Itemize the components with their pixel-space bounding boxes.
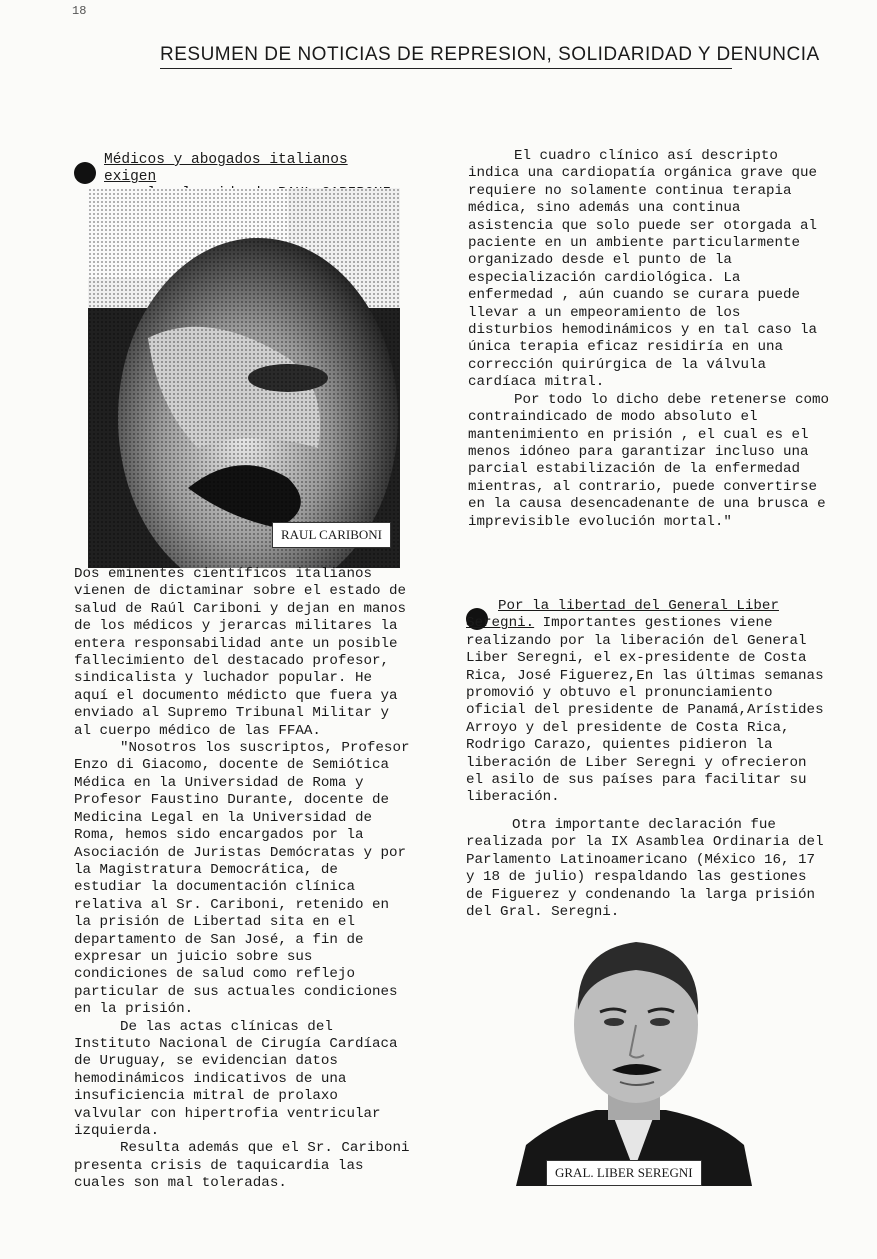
article2-headline-tail: Seregni. bbox=[466, 615, 535, 632]
article1-body-left bbox=[74, 566, 414, 1193]
paragraph: Otra importante declaración fue realizada por la IX Asamblea Ordinaria del Parlamento Latinoamericano (México 16, 17 y 18 de julio) respaldando las gestiones de Figuerez y condenando la larga prisión del Gral. Seregni. bbox=[466, 816, 824, 920]
bullet-icon bbox=[74, 162, 96, 184]
seregni-photo bbox=[516, 930, 752, 1186]
article1-headline-line1: Médicos y abogados italianos exigen bbox=[104, 152, 348, 185]
paragraph: Dos eminentes científicos italianos vienen de dictaminar sobre el estado de salud de Raúl Cariboni y dejan en manos de los médicos y jerarcas militares la entera responsabilidad ante un posible fallecimiento del destacado profesor, sindicalista y luchador popular. He aquí el documento médicto que fuera ya enviado al Supremo Tribunal Militar y al cuerpo médico de las FFAA. bbox=[74, 566, 407, 739]
page-number: 18 bbox=[72, 4, 87, 18]
seregni-photo-image bbox=[516, 930, 752, 1186]
paragraph: Por todo lo dicho debe retenerse como contraindicado de modo absoluto el mantenimiento en prisión , el cual es el menos idóneo para garantizar incluso una parcial estabilización de la enfermedad mientras, al contrario, puede convertirse en la causa desencadenante de una brusca e imprevisible evolución mortal." bbox=[468, 391, 830, 530]
article1-body-right bbox=[468, 148, 830, 531]
paragraph: Importantes gestiones viene realizando por la liberación del General Liber Seregni, el ex-presidente de Costa Rica, José Figuerez,En las últimas semanas promovió y obtuvo el pronunciamiento oficial del presidente de Panamá,Arístides Arroyo y del presidente de Costa Rica, Rodrigo Carazo, quientes pidieron la liberación de Liber Seregni y ofrecieron el asilo de sus países para facilitar su liberación. bbox=[466, 615, 824, 806]
cariboni-photo-image bbox=[88, 188, 400, 568]
paragraph: El cuadro clínico así descripto indica una cardiopatía orgánica grave que requiere no solamente continua terapia médica, sino además una continua asistencia que solo puede ser otorgada al paciente en un ambiente particularmente organizado desde el punto de la especialización cardiológica. La enfermedad , aún cuando se curara puede llevar a un empeoramiento de los disturbios hemodinámicos y en tal caso la única terapia eficaz residiría en una corrección quirúrgica de la válvula cardíaca mitral. bbox=[468, 148, 818, 391]
page-title: RESUMEN DE NOTICIAS DE REPRESION, SOLIDARIDAD Y DENUNCIA bbox=[160, 44, 732, 69]
seregni-caption: GRAL. LIBER SEREGNI bbox=[546, 1160, 702, 1186]
article2-body bbox=[466, 598, 828, 921]
cariboni-caption: RAUL CARIBONI bbox=[272, 522, 391, 548]
paragraph: De las actas clínicas del Instituto Nacional de Cirugía Cardíaca de Uruguay, se evidencian datos hemodinámicos indicativos de una insuficiencia mitral de prolaxo valvular con hipertrofia ventricular izquierda. bbox=[74, 1018, 398, 1139]
article2-headline-lead: Por la libertad del General Liber bbox=[498, 598, 779, 614]
paragraph: Resulta además que el Sr. Cariboni presenta crisis de taquicardia las cuales son mal toleradas. bbox=[74, 1140, 410, 1192]
cariboni-photo bbox=[88, 188, 400, 568]
paragraph: "Nosotros los suscriptos, Profesor Enzo di Giacomo, docente de Semiótica Médica en la Universidad de Roma y Profesor Faustino Durante, docente de Medicina Legal en la Universidad de Roma, hemos sido encargados por la Asociación de Juristas Demócratas y por la Magistratura Democrática, de estudiar la documentación clínica relativa al Sr. Cariboni, retenido en la prisión de Libertad sita en el departamento de San José, a fin de expresar un juicio sobre sus condiciones de salud como reflejo particular de sus actuales condiciones en la prisión. bbox=[74, 740, 410, 1018]
